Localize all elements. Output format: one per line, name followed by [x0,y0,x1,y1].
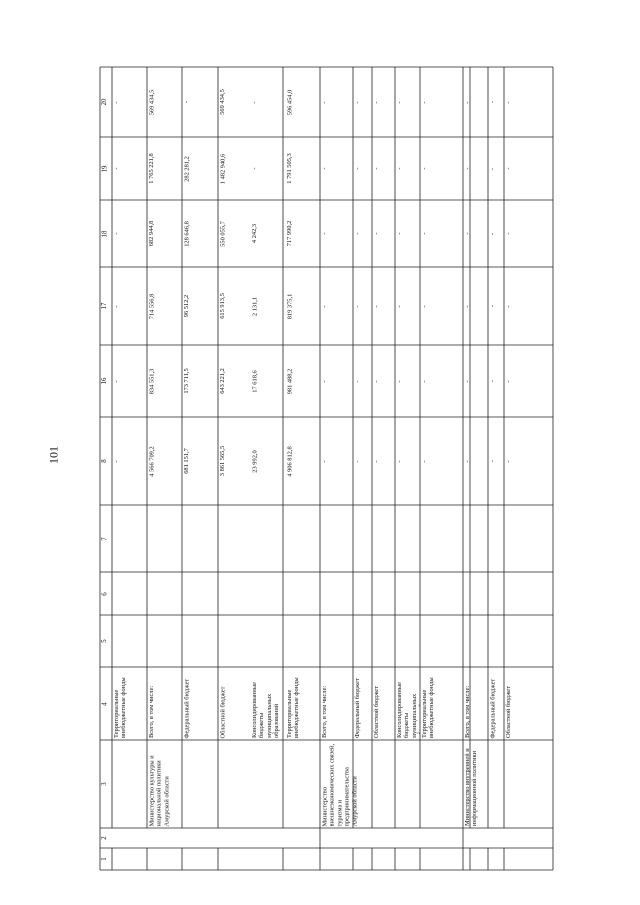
ministry-culture-row-value [285,572,320,615]
ministry-culture-name: Министерство культуры и национальной политики Амурской области [148,754,170,826]
ministry-culture-row-category: Областной бюджет [219,686,226,738]
ministry-economy-row-value: - [321,379,328,383]
ministry-culture-row-value: 3 861 565,5 [219,445,226,477]
ministry-culture-row-value: 596 454,0 [286,89,293,115]
ministry-economy-row-value: - [396,100,403,104]
ministry-economy-row-category: Территориальные внебюджетные фонды [421,677,436,738]
column-number-3: 3 [101,782,108,786]
ministry-economy-row-value [353,615,372,667]
ministry-economy-row-value [372,505,395,572]
top-row-value: - [113,232,120,235]
ministry-internal-row-value: - [464,304,471,308]
ministry-culture-row-value: - [251,167,258,170]
ministry-culture-row-value: 550 055,7 [219,220,226,247]
ministry-economy-row-value: - [321,167,328,170]
ministry-economy-row-value [420,615,463,667]
ministry-culture-row-value: 173 711,5 [183,368,190,394]
ministry-economy-row-value: - [354,379,361,383]
ministry-culture-row-value [285,505,320,572]
ministry-economy-row-value: - [373,459,380,463]
ministry-economy-row-value: - [396,379,403,383]
ministry-economy-row-value: - [373,304,380,308]
ministry-economy-row-category: Федеральный бюджет [354,678,361,738]
rotated-budget-table [100,67,553,870]
top-row-value [112,615,147,667]
column-number-2: 2 [101,836,108,840]
ministry-economy-row-value [395,572,420,615]
ministry-economy-row-value [320,572,353,615]
ministry-economy-row-value: - [354,459,361,463]
top-row-value [112,505,147,572]
ministry-culture-row-value: 128 646,8 [183,220,190,247]
ministry-economy-row-value: - [421,379,428,383]
ministry-internal-row-value: - [505,100,512,104]
ministry-culture-row-value [147,505,182,572]
ministry-culture-row-value: - [183,100,190,104]
column-number-19: 19 [101,165,108,172]
ministry-economy-row-value [353,572,372,615]
ministry-culture-row-value: 682 944,8 [148,220,155,247]
ministry-culture-row-value [218,505,250,572]
ministry-internal-row-value [504,572,553,615]
ministry-culture-row-value: 981 488,2 [286,368,293,394]
column-number-7: 7 [101,536,108,541]
column-number-16: 16 [101,377,108,385]
ministry-economy-row-value: - [321,232,328,235]
ministry-culture-row-value: 96 512,2 [183,294,190,318]
ministry-internal-row-value: - [464,167,471,170]
top-row-value: - [113,459,120,463]
column-number-1: 1 [101,857,108,861]
ministry-culture-row-value: 4 242,3 [251,223,258,244]
ministry-economy-name: Министерство внешнеэкономических связей, туризма и предпринимательства Амурской области [321,743,358,826]
ministry-economy-row-value: - [373,100,380,104]
ministry-internal-row-value: - [505,167,512,170]
ministry-culture-row-value [147,572,182,615]
ministry-internal-row-value [463,615,488,667]
ministry-internal-row-value [504,505,553,572]
column-number-6: 6 [101,591,108,596]
ministry-culture-row-value: 17 618,6 [251,369,258,393]
top-row-value: - [113,100,120,104]
ministry-internal-row-value [463,505,488,572]
ministry-internal-row-value: - [505,304,512,308]
top-row-value: - [113,304,120,308]
ministry-culture-row-value: 23 992,0 [251,449,258,473]
ministry-economy-row-value: - [321,304,328,308]
ministry-internal-name: Министерство внутренней и информационной политики [464,748,479,826]
ministry-culture-row-value: - [251,100,258,104]
ministry-internal-row-value: - [464,459,471,463]
column-number-4: 4 [101,701,108,706]
ministry-internal-row-value: - [505,459,512,463]
column-number-17: 17 [101,302,108,310]
ministry-culture-row-value [250,572,285,615]
ministry-culture-row-value: 643 221,2 [219,368,226,394]
ministry-culture-row-value: 819 375,1 [286,293,293,319]
ministry-internal-row-value [488,572,504,615]
ministry-economy-row-value [395,505,420,572]
ministry-culture-row-value: 569 434,5 [219,89,226,115]
ministry-economy-row-value [320,615,353,667]
ministry-internal-row-value [488,505,504,572]
ministry-internal-row-value [504,615,553,667]
ministry-economy-row-value [372,572,395,615]
ministry-culture-row-category: Консолидированные бюджеты муниципальных образований [251,682,281,738]
ministry-economy-row-value: - [373,167,380,170]
ministry-culture-row-value: 834 551,3 [148,368,155,394]
ministry-economy-row-value [320,505,353,572]
ministry-culture-row-value: 717 990,2 [286,220,293,247]
ministry-culture-row-value [285,615,320,667]
ministry-economy-row-value: - [373,232,380,235]
ministry-culture-row-value [218,615,250,667]
ministry-culture-row-value [182,615,218,667]
ministry-internal-row-value: - [489,379,496,383]
page-number: 101 [46,446,61,464]
ministry-economy-row-value: - [354,167,361,170]
ministry-economy-row-value: - [354,304,361,308]
ministry-economy-row-value [395,615,420,667]
ministry-internal-row-value: - [489,167,496,170]
ministry-culture-row-value: 4 906 812,8 [286,445,293,477]
ministry-culture-row-value [147,615,182,667]
ministry-culture-row-value [250,615,285,667]
ministry-economy-row-value [372,615,395,667]
ministry-economy-row-value [353,505,372,572]
ministry-economy-row-value: - [354,100,361,104]
ministry-economy-row-value: - [421,232,428,235]
ministry-culture-row-value: 615 913,5 [219,293,226,319]
column-number-8: 8 [101,459,108,463]
ministry-internal-row-value: - [505,232,512,235]
ministry-internal-row-value: - [464,232,471,235]
top-row-value: - [113,379,120,383]
ministry-culture-row-value: 4 566 709,2 [148,445,155,477]
ministry-culture-row-value: 681 151,7 [183,448,190,474]
ministry-culture-row-value: 282 281,2 [183,155,190,182]
ministry-economy-row-category: Областной бюджет [373,686,380,738]
top-row-value [112,572,147,615]
ministry-internal-row-value: - [489,232,496,235]
ministry-economy-row-value: - [396,167,403,170]
column-number-5: 5 [101,639,108,643]
ministry-culture-row-category: Федеральный бюджет [183,678,190,738]
ministry-economy-row-value: - [396,459,403,463]
ministry-culture-row-value: 1 765 221,8 [148,153,155,184]
ministry-economy-row-value [420,572,463,615]
column-number-18: 18 [101,230,108,237]
ministry-culture-row-value: 2 131,1 [251,296,258,316]
ministry-economy-row-value: - [396,304,403,308]
ministry-culture-row-value [250,505,285,572]
ministry-economy-row-value: - [421,459,428,463]
ministry-culture-row-category: Всего, в том числе: [148,685,155,738]
ministry-internal-row-value: - [464,100,471,104]
column-number-20: 20 [101,98,108,106]
ministry-internal-row-value: - [505,379,512,383]
top-row-value: - [113,167,120,170]
ministry-economy-row-value: - [421,167,428,170]
ministry-internal-row-category: Всего, в том числе: [464,685,471,738]
ministry-economy-row-value: - [421,304,428,308]
ministry-internal-row-value: - [489,304,496,308]
ministry-internal-row-value [488,615,504,667]
ministry-economy-row-category: Консолидированные бюджеты муниципальных [396,682,418,738]
ministry-economy-row-value: - [421,100,428,104]
ministry-internal-row-value: - [464,379,471,383]
ministry-culture-row-value: 569 434,5 [148,89,155,115]
ministry-internal-row-value: - [489,100,496,104]
ministry-culture-row-value: 714 556,8 [148,293,155,319]
ministry-economy-row-value: - [373,379,380,383]
ministry-economy-row-value: - [396,232,403,235]
ministry-culture-row-value [182,505,218,572]
ministry-internal-row-category: Федеральный бюджет [489,678,496,738]
ministry-economy-row-value: - [321,100,328,104]
ministry-internal-row-category: Областной бюджет [505,686,512,738]
ministry-economy-row-category: Всего, в том числе: [321,685,328,738]
ministry-economy-row-value: - [354,232,361,235]
top-row-category: Территориальные внебюджетные фонды [113,677,128,738]
ministry-culture-row-value: 1 791 505,3 [286,153,293,184]
ministry-culture-row-value [218,572,250,615]
ministry-economy-row-value [420,505,463,572]
ministry-economy-row-value: - [321,459,328,463]
ministry-culture-row-category: Территориальные внебюджетные фонды [286,677,301,738]
ministry-internal-row-value [463,572,488,615]
ministry-culture-row-value [182,572,218,615]
ministry-culture-row-value: 1 482 940,6 [219,153,226,184]
ministry-internal-row-value: - [489,459,496,463]
